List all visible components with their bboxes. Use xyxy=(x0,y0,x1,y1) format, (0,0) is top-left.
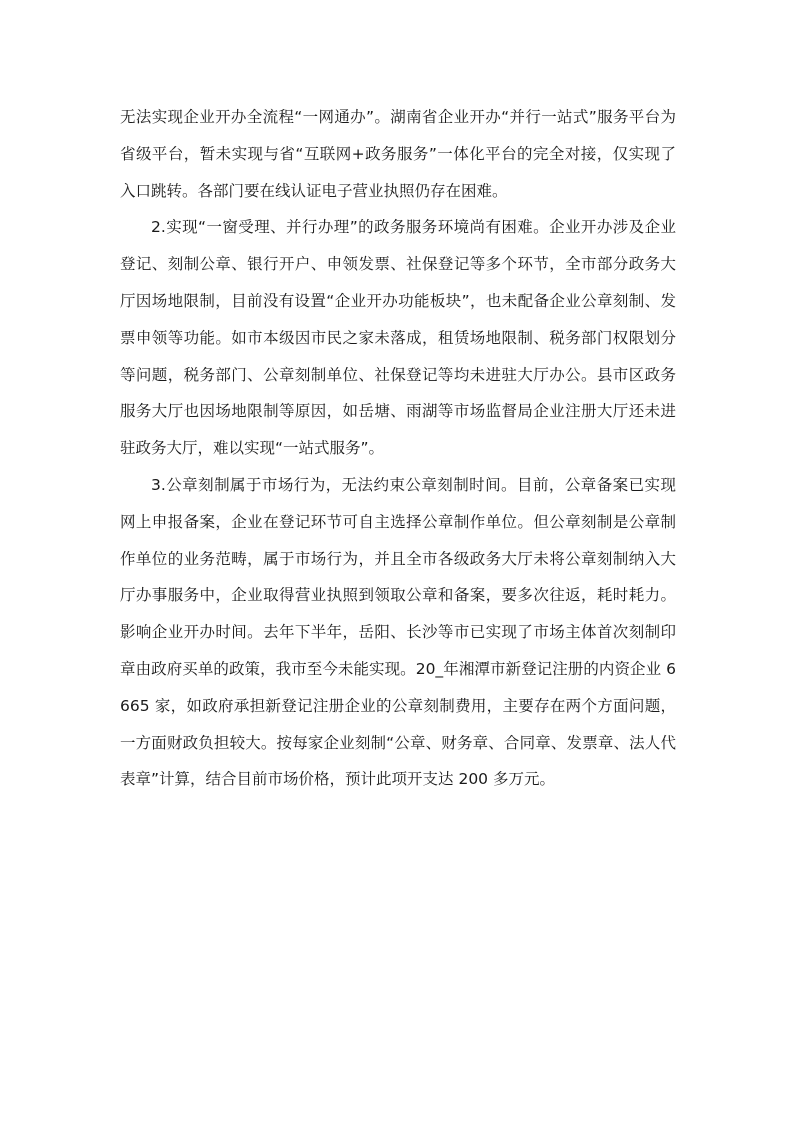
paragraph-item-2: 2.实现“一窗受理、并行办理”的政务服务环境尚有困难。企业开办涉及企业登记、刻制公章、银行开户、申领发票、社保登记等多个环节，全市部分政务大厅因场地限制，目前没有设置“企业开办功能板块”，也未配备企业公章刻制、发票申领等功能。如市本级因市民之家未落成，租赁场地限制、税务部门权限划分等问题，税务部门、公章刻制单位、社保登记等均未进驻大厅办公。县市区政务服务大厅也因场地限制等原因，如岳塘、雨湖等市场监督局企业注册大厅还未进驻政务大厅，难以实现“一站式服务”。 xyxy=(120,218,676,458)
document-body xyxy=(120,99,676,798)
paragraph-item-3: 3.公章刻制属于市场行为，无法约束公章刻制时间。目前，公章备案已实现网上申报备案，企业在登记环节可自主选择公章制作单位。但公章刻制是公章制作单位的业务范畴，属于市场行为，并且全市各级政务大厅未将公章刻制纳入大厅办事服务中，企业取得营业执照到领取公章和备案，要多次往返，耗时耗力。影响企业开办时间。去年下半年，岳阳、长沙等市已实现了市场主体首次刻制印章由政府买单的政策，我市至今未能实现。20_年湘潭市新登记注册的内资企业 6665 家，如政府承担新登记注册企业的公章刻制费用，主要存在两个方面问题，一方面财政负担较大。按每家企业刻制“公章、财务章、合同章、发票章、法人代表章”计算，结合目前市场价格，预计此项开支达 200 多万元。 xyxy=(120,475,676,789)
paragraph-continuation: 无法实现企业开办全流程“一网通办”。湖南省企业开办“并行一站式”服务平台为省级平台，暂未实现与省“互联网+政务服务”一体化平台的完全对接，仅实现了入口跳转。各部门要在线认证电子营业执照仍存在困难。 xyxy=(120,108,676,200)
